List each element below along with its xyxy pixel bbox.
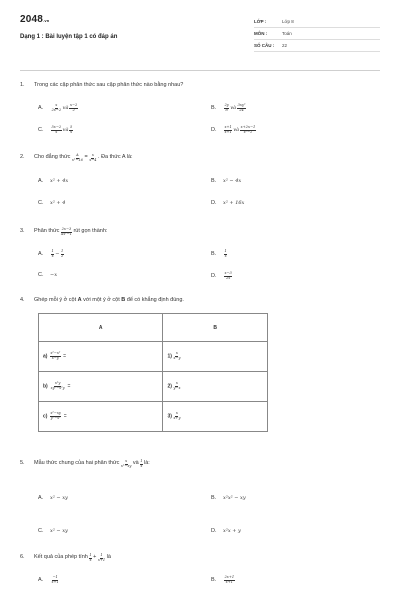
option-a[interactable]: A. $\frac{x}{2x-2}$ và $\frac{x-2}{2}$ xyxy=(38,103,78,112)
question-4: 4. Ghép mỗi ý ở cột A với một ý ở cột B để có khẳng định đúng. xyxy=(20,297,184,303)
table-row: b) $\frac{\text{x²y}}{\text{xy²−x²y}}$ = 2) $\frac{x}{y-x}$ xyxy=(39,372,268,402)
subject-value: Toán xyxy=(282,31,292,36)
option-a[interactable]: A. x² − xy xyxy=(38,495,68,501)
question-3: 3. Phân thức $\frac{2x-3}{\text{4x²−1}}$ rút gọn thành: xyxy=(20,227,108,236)
option-d[interactable]: D. x²x + y xyxy=(211,528,241,534)
question-2: 2. Cho đẳng thức $\frac{A}{\text{x²−16}}$ = $\frac{x}{x-4}$ . Đa thức A là: xyxy=(20,153,133,162)
class-value: Lớp 8 xyxy=(282,19,294,24)
matching-table xyxy=(38,313,268,432)
column-b-header: B xyxy=(163,314,268,342)
option-a[interactable]: A. $\frac{1}{x}$ − $\frac{1}{2}$ xyxy=(38,249,64,258)
option-b[interactable]: B. x²x² − xy xyxy=(211,495,246,501)
question-6: 6. Kết quả của phép tính $\frac{1}{x}$ + $\frac{1}{x+1}$ là xyxy=(20,553,111,562)
question-5: 5. Mẫu thức chung của hai phân thức $\frac{x}{\text{x²−xy}}$ và $\frac{1}{x}$ là: xyxy=(20,459,150,468)
option-d[interactable]: D. $\frac{x-3}{2x}$ xyxy=(211,271,232,280)
count-value: 22 xyxy=(282,43,288,48)
option-b[interactable]: B. $\frac{2y}{8}$ và $\frac{\text{3xy²}}{24}$ xyxy=(211,103,246,112)
header xyxy=(20,12,380,64)
option-c[interactable]: C. x² + 4 xyxy=(38,200,66,206)
option-d[interactable]: D. x² + 16x xyxy=(211,200,245,206)
option-a[interactable]: A. $\frac{-1}{x+1}$ xyxy=(38,575,59,584)
option-c[interactable]: C. −x xyxy=(38,272,58,278)
option-c[interactable]: C. $\frac{5x-2}{x}$ và $\frac{5}{x}$ xyxy=(38,125,73,134)
table-row: c) $\frac{\text{x²−xy}}{\text{y²−x²}}$ = 3) $\frac{x}{x+y}$ xyxy=(39,402,268,432)
meta-info: LỚP : Lớp 8 MÔN : Toán SỐ CÂU : 22 xyxy=(254,16,380,52)
lesson-title: Dạng 1 : Bài luyện tập 1 có đáp án xyxy=(20,34,118,40)
column-a-header: A xyxy=(39,314,163,342)
logo[interactable]: 2048.vn xyxy=(20,14,50,25)
option-d[interactable]: D. $\frac{x+1}{x+1}$ và $\frac{x+2x-1}{\text{x²−1}}$ xyxy=(211,125,256,134)
question-1: 1. Trong các cặp phân thức sau cặp phân thức nào bằng nhau? xyxy=(20,82,184,88)
option-c[interactable]: C. x² − xy xyxy=(38,528,68,534)
option-b[interactable]: B. $\frac{1}{x}$ xyxy=(211,249,227,258)
header-divider xyxy=(20,70,380,71)
option-b[interactable]: B. $\frac{2x+1}{x+1}$ xyxy=(211,575,235,584)
option-a[interactable]: A. x² + 4x xyxy=(38,178,69,184)
table-row: a) $\frac{\text{x²−x²}}{x-y}$ = 1) $\frac{x}{x-y}$ xyxy=(39,342,268,372)
option-b[interactable]: B. x² − 4x xyxy=(211,178,242,184)
